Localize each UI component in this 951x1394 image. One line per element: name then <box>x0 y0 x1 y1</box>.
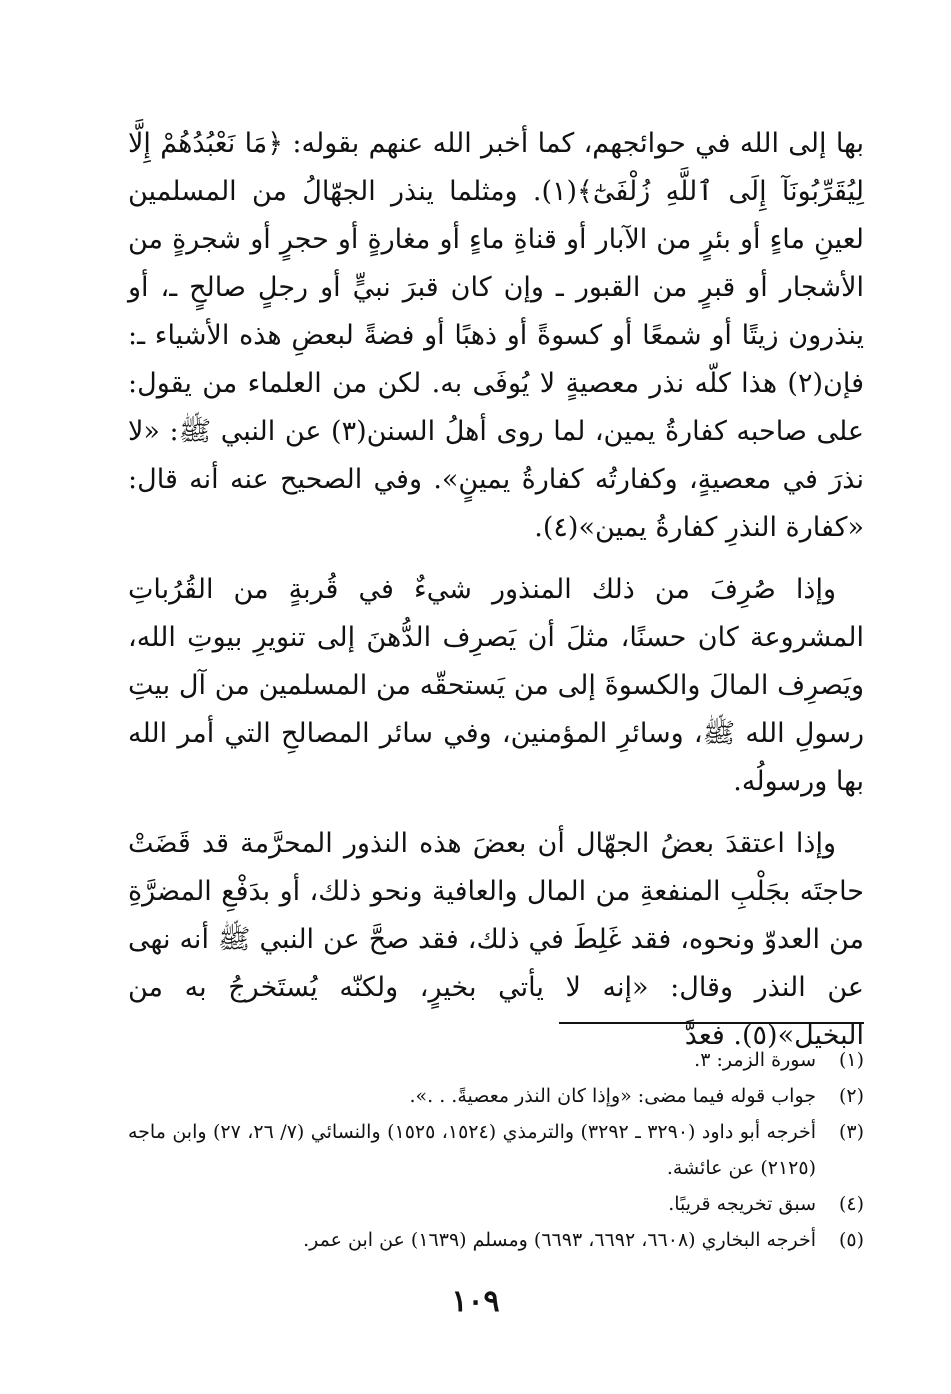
footnote-4 <box>128 1186 864 1222</box>
main-text <box>128 120 864 1060</box>
footnote-text: جواب قوله فيما مضى: «وإذا كان النذر معصيةً. . .». <box>409 1085 816 1107</box>
footnote-3 <box>128 1114 864 1186</box>
footnote-text: سورة الزمر: ٣. <box>694 1049 816 1071</box>
footnote-separator <box>559 1022 864 1024</box>
footnotes <box>128 1042 864 1258</box>
footnote-5 <box>128 1222 864 1258</box>
paragraph-3: وإذا اعتقدَ بعضُ الجهّال أن بعضَ هذه النذور المحرَّمة قد قَضَتْ حاجتَه بجَلْبِ المنفعةِ من المال والعافية ونحو ذلك، أو بدَفْعِ المضرَّةِ من العدوّ ونحوه، فقد غَلِطَ في ذلك، فقد صحَّ عن النبي ﷺ أنه نهى عن النذر وقال: «إنه لا يأتي بخيرٍ، ولكنّه يُستَخرجُ به من البخيل»(٥). فعدَّ <box>128 828 864 1051</box>
footnote-number: (٢) <box>838 1085 864 1107</box>
footnote-number: (١) <box>838 1049 864 1071</box>
footnote-number: (٤) <box>838 1193 864 1215</box>
page-body <box>128 120 864 1074</box>
paragraph-2: وإذا صُرِفَ من ذلك المنذور شيءٌ في قُربةٍ من القُرُباتِ المشروعة كان حسنًا، مثلَ أن يَصرِف الدُّهنَ إلى تنويرِ بيوتِ الله، ويَصرِف المالَ والكسوةَ إلى من يَستحقّه من المسلمين من آل بيتِ رسولِ الله ﷺ، وسائرِ المؤمنين، وفي سائر المصالحِ التي أمر الله بها ورسولُه. <box>128 574 864 797</box>
page-number: ١٠٩ <box>451 1284 500 1319</box>
footnote-number: (٣) <box>838 1121 864 1143</box>
footnote-2 <box>128 1078 864 1114</box>
footnote-text: سبق تخريجه قريبًا. <box>668 1193 816 1215</box>
footnote-number: (٥) <box>838 1229 864 1251</box>
footnote-text: أخرجه أبو داود (٣٢٩٠ ـ ٣٢٩٢) والترمذي (١٥٢٤، ١٥٢٥) والنسائي (٧/ ٢٦، ٢٧) وابن ماجه (٢١٢٥) عن عائشة. <box>128 1121 816 1179</box>
paragraph-1: بها إلى الله في حوائجهم، كما أخبر الله عنهم بقوله: ﴿مَا نَعْبُدُهُمْ إِلَّا لِيُقَرِّبُونَآ إِلَى ٱللَّهِ زُلْفَىٰٓ﴾(١). ومثلما ينذر الجهّالُ من المسلمين لعينِ ماءٍ أو بئرٍ من الآبار أو قناةِ ماءٍ أو مغارةٍ أو حجرٍ أو شجرةٍ من الأشجار أو قبرٍ من القبور ـ وإن كان قبرَ نبيٍّ أو رجلٍ صالحٍ ـ، أو ينذرون زيتًا أو شمعًا أو كسوةً أو ذهبًا أو فضةً لبعضِ هذه الأشياء ـ: فإن(٢) هذا كلّه نذر معصيةٍ لا يُوفَى به. لكن من العلماء من يقول: على صاحبه كفارةُ يمين، لما روى أهلُ السنن(٣) عن النبي ﷺ: «لا نذرَ في معصيةٍ، وكفارتُه كفارةُ يمينٍ». وفي الصحيح عنه أنه قال: «كفارة النذرِ كفارةُ يمين»(٤). <box>128 128 864 543</box>
footnote-1 <box>128 1042 864 1078</box>
footnote-text: أخرجه البخاري (٦٦٠٨، ٦٦٩٢، ٦٦٩٣) ومسلم (١٦٣٩) عن ابن عمر. <box>303 1229 816 1251</box>
